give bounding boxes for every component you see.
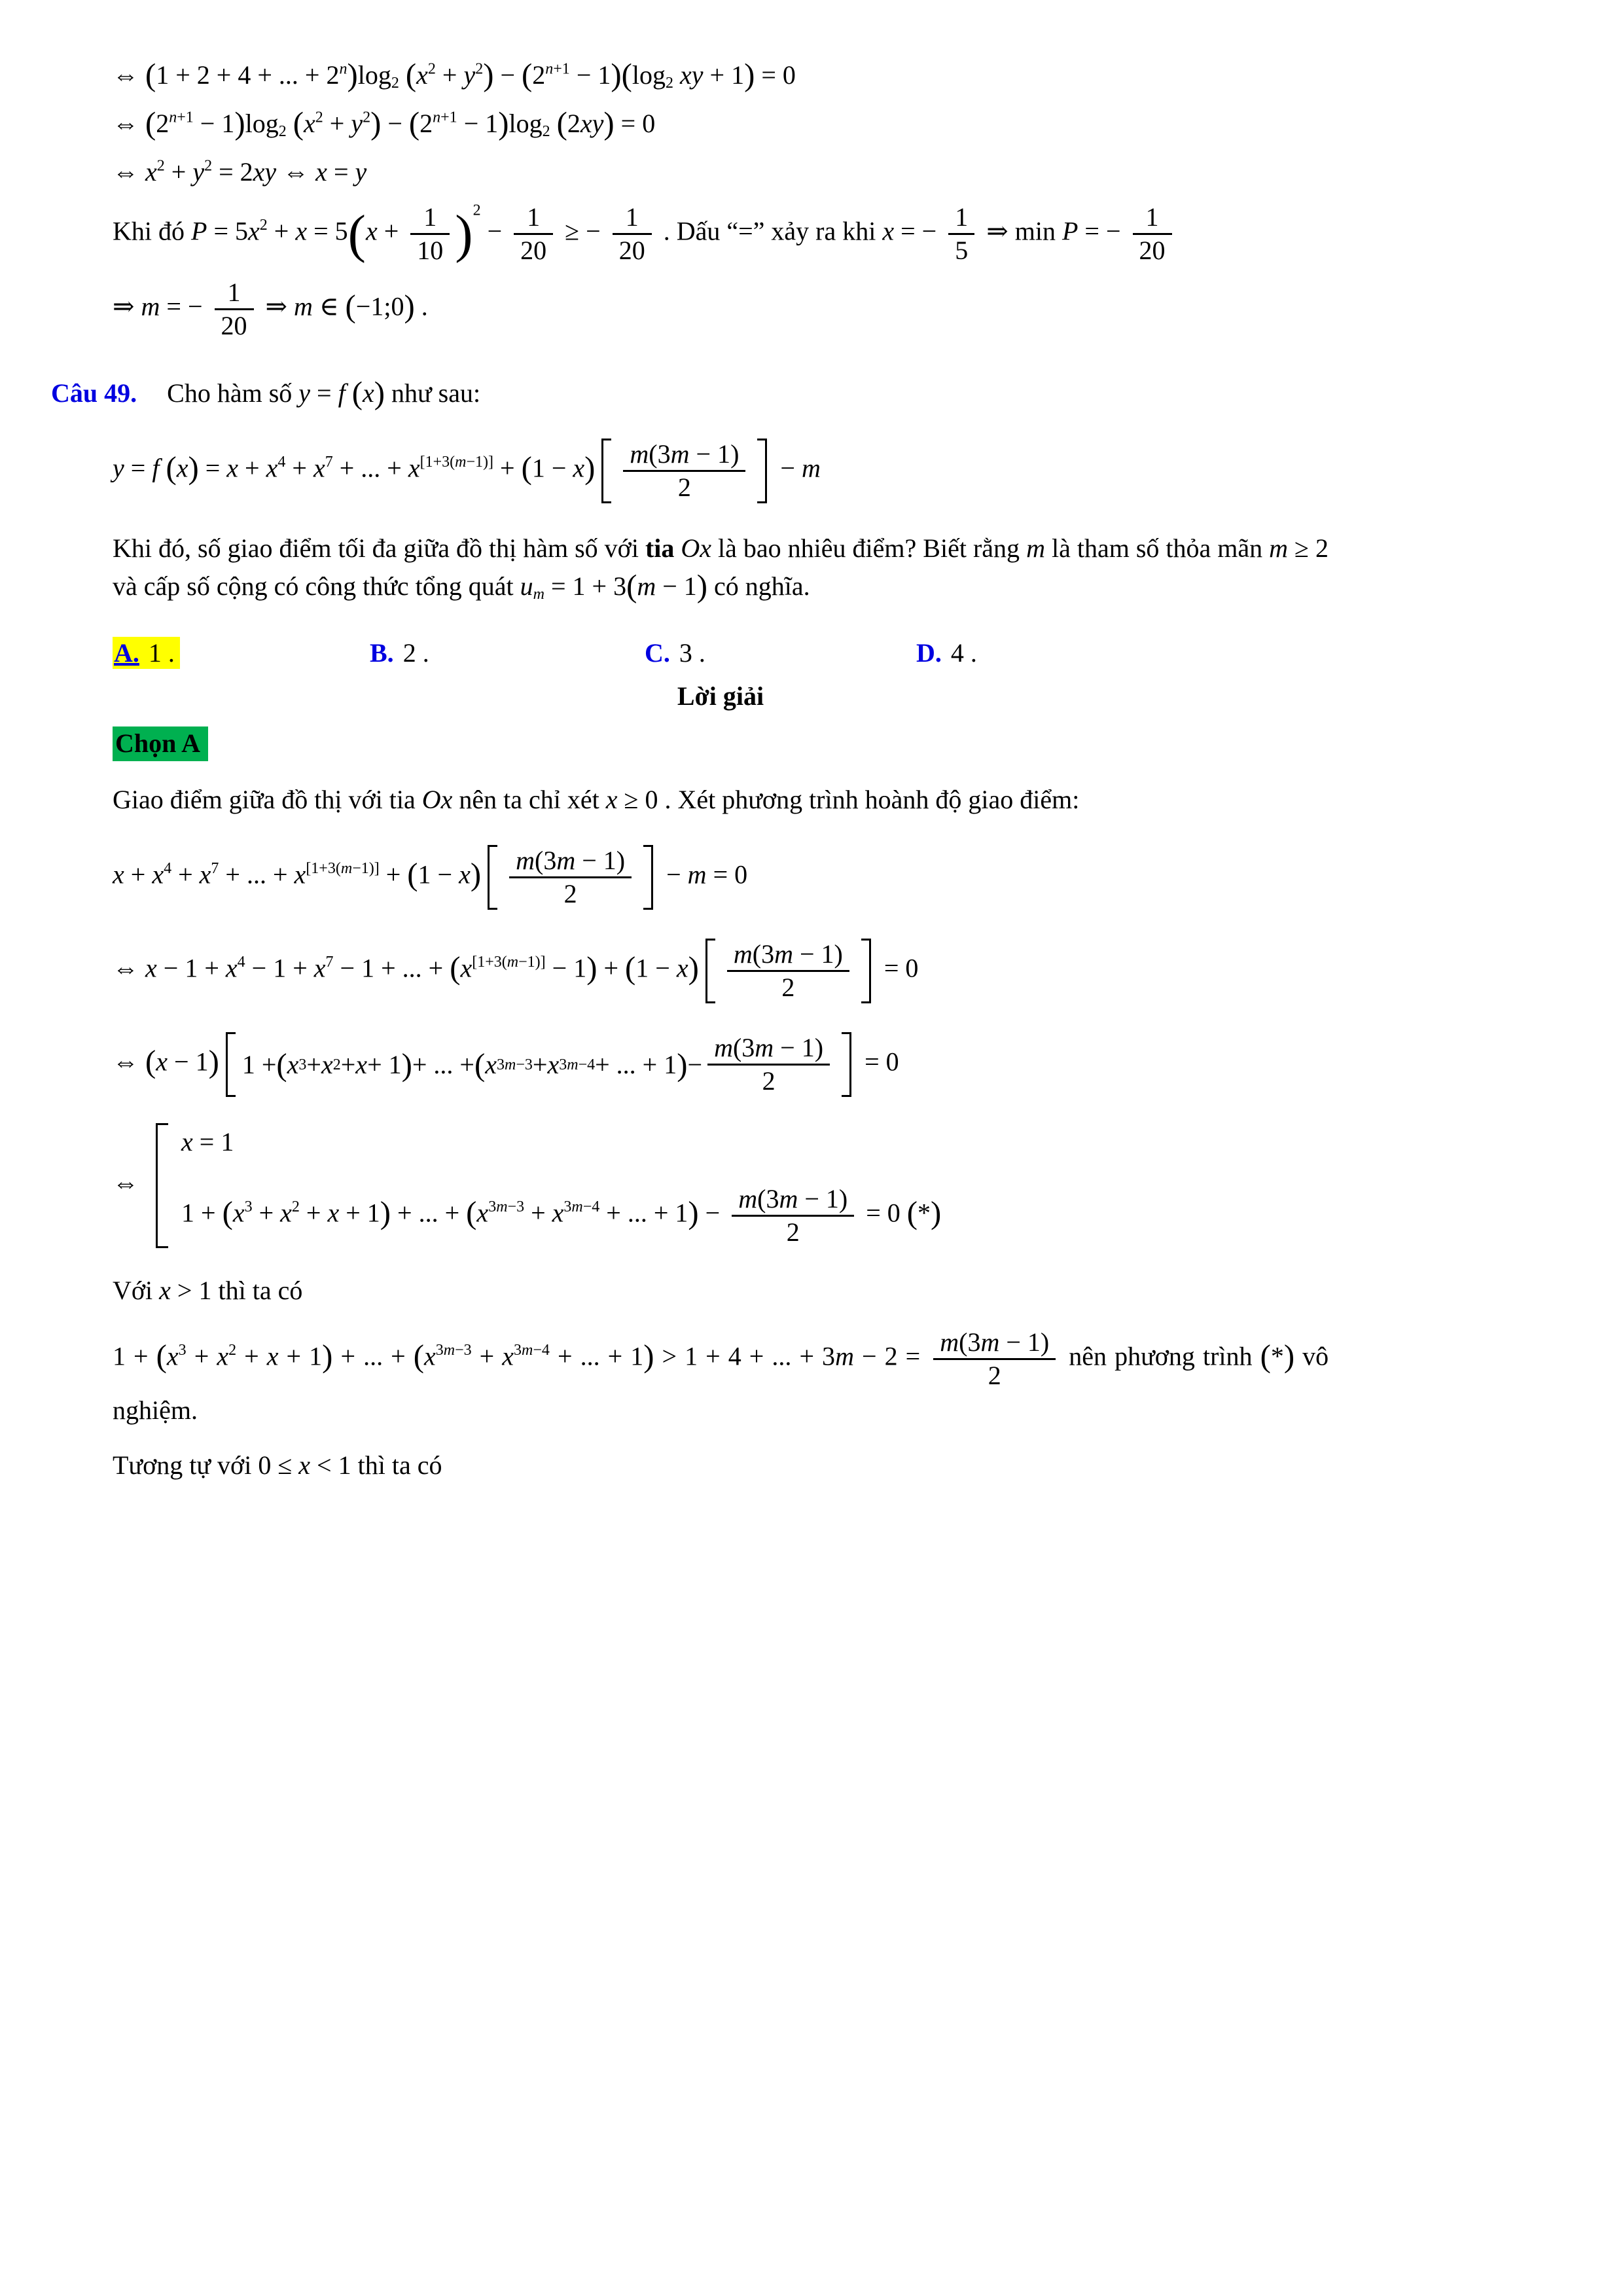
- solution-inequality-line: $1 + (x^3 + x^2 + x + 1)$ + ... + ($x^{3m-3} + x^{3m-4}$ + ... + 1) > 1 + 4 + ... + 3m − 2 = $\frac{m(3m - 1)}{2}$ nên phương trình (*) vô nghiệm.: [113, 1327, 1329, 1425]
- question-heading: [51, 374, 1329, 412]
- solution-step-3: ⇔ (x − 1) 1 + ( x 3 + x 2 + x + 1 ) + ... + ( x 3m−3 + x 3m−4 + ... + 1 ) − m(3m − 1) 2 = 0: [113, 1030, 1329, 1100]
- solution-heading: Lời giải: [677, 681, 764, 711]
- choice-B-value: 2 .: [402, 638, 429, 668]
- solution-case-x-lt-1: Tương tự với 0 ≤ x < 1 thì ta có: [113, 1450, 442, 1480]
- math-line-2: ⇔ $(2^{n+1} - 1)\log_2$ $(x^2 + y^2) - (2^{n+1} - 1)\log_2$ (2xy) = 0: [113, 105, 656, 141]
- math-line-4: Khi đó $P = 5x^2 + x = 5(x$ + $\frac{1}{10}$ )$^2$ − $\frac{1}{20}$ ≥ − $\frac{1}{20}$ . Dấu “=” xảy ra khi x = − $\frac{1}{5}$ ⇒ min P = − $\frac{1}{20}$: [113, 202, 1329, 266]
- question-formula: y = f $(x) = x + x^4 + x^7$ + ... + x[1+3(m−1)] + (1 − x) m(3m − 1) 2 − m: [113, 436, 1329, 506]
- solution-step-2: ⇔ $x - 1 + x^4 - 1 + x^7 - 1$ + ... + (x[1+3(m−1)] − 1) + (1 − x) m(3m − 1) 2 = 0: [113, 936, 1329, 1006]
- answer-choices: [113, 634, 1329, 672]
- chosen-answer-badge: Chọn A: [113, 726, 208, 761]
- choice-C[interactable]: [645, 634, 916, 672]
- choice-A[interactable]: [113, 634, 370, 672]
- chosen-answer-row: [113, 725, 1329, 762]
- solution-paragraph-1: Giao điểm giữa đồ thị với tia Ox nên ta chỉ xét x ≥ 0 . Xét phương trình hoành độ giao điểm:: [113, 785, 1080, 814]
- math-line-1: ⇔ (1 + 2 + 4 + ... + $2^n)\log_2$ $(x^2 + y^2) - (2^{n+1} - 1)(\log_2$ xy + 1) = 0: [113, 57, 796, 93]
- question-body: Khi đó, số giao điểm tối đa giữa đồ thị hàm số với tia Ox là bao nhiêu điểm? Biết rằng m là tham số thỏa mãn m ≥ 2 và cấp số cộng có công thức tổng quát $u_m = 1 + 3(m - 1)$ có nghĩa.: [113, 533, 1329, 604]
- question-lead: Cho hàm số y = f (x) như sau:: [167, 375, 481, 411]
- choice-C-letter: C.: [645, 638, 670, 668]
- correct-answer-highlight: [113, 637, 180, 669]
- choice-D[interactable]: [916, 634, 1329, 672]
- choice-B[interactable]: [370, 634, 645, 672]
- question-number: Câu 49.: [51, 378, 137, 408]
- solution-step-4-cases: ⇔ x = 1 $1 + (x^3 + x^2 + x + 1)$ + ... + ($x^{3m-3} + x^{3m-4}$ + ... + 1) − $\frac{m(3m - 1)}{2}$ = 0 (*): [113, 1123, 1329, 1248]
- math-line-5: ⇒ m = − $\frac{1}{20}$ ⇒ m ∈ (−1;0) .: [113, 278, 428, 340]
- choice-C-value: 3 .: [679, 638, 705, 668]
- choice-A-value: 1 .: [148, 638, 175, 668]
- choice-D-value: 4 .: [950, 638, 977, 668]
- solution-step-1: $x + x^4 + x^7$ + ... + x[1+3(m−1)] + (1 − x) m(3m − 1) 2 − m = 0: [113, 842, 1329, 912]
- choice-B-letter: B.: [370, 638, 394, 668]
- choice-A-letter: A.: [114, 638, 139, 668]
- choice-D-letter: D.: [916, 638, 942, 668]
- solution-case-x-gt-1: Với x > 1 thì ta có: [113, 1276, 303, 1305]
- math-line-3: ⇔ $x^2 + y^2 = 2xy$ ⇔ x = y: [113, 157, 367, 187]
